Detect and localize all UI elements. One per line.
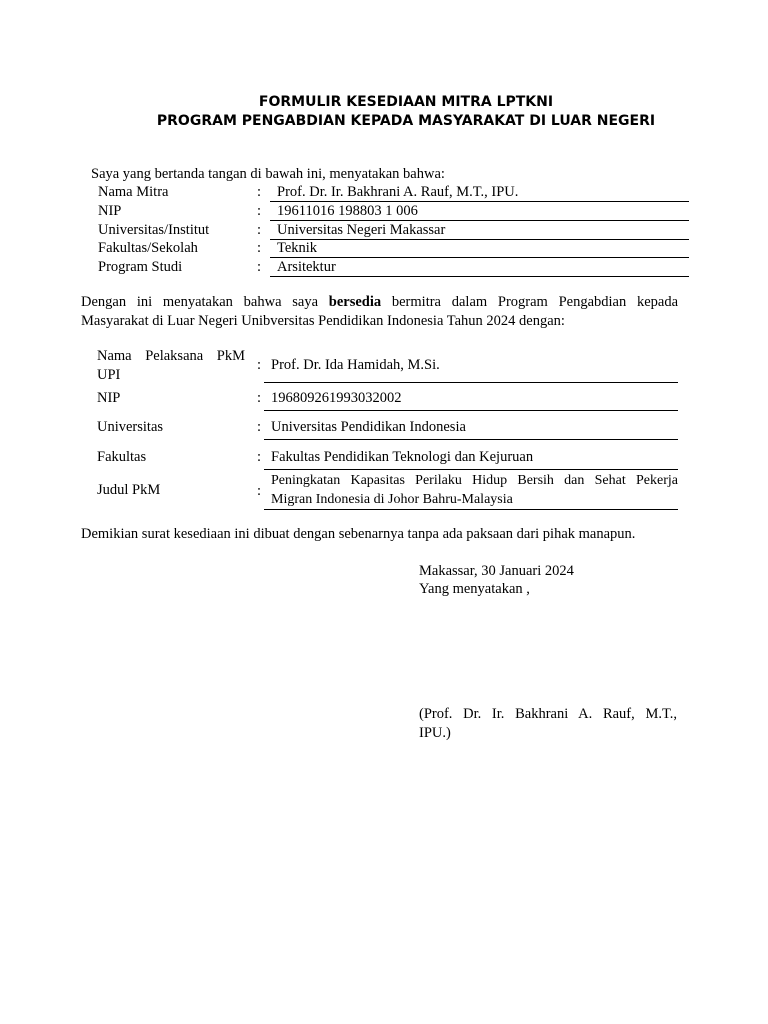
field-colon: :	[257, 357, 262, 373]
form-subtitle: PROGRAM PENGABDIAN KEPADA MASYARAKAT DI LUAR NEGERI	[156, 113, 656, 129]
field-value: Universitas Negeri Makassar	[270, 221, 689, 240]
mitra-row-universitas	[0, 221, 768, 240]
field-colon: :	[257, 203, 262, 219]
closing-text: Demikian surat kesediaan ini dibuat dengan sebenarnya tanpa ada paksaan dari pihak manapun.	[81, 526, 636, 542]
field-colon: :	[257, 419, 262, 435]
signatory-name: (Prof. Dr. Ir. Bakhrani A. Rauf, M.T., IPU.)	[419, 706, 677, 741]
field-label: NIP	[97, 390, 121, 406]
field-label: Program Studi	[98, 259, 183, 275]
bold-bersedia: bersedia	[328, 294, 382, 310]
field-label: Fakultas	[97, 449, 147, 465]
field-label: Nama Pelaksana PkM UPI	[97, 348, 245, 383]
field-colon: :	[257, 449, 262, 465]
field-colon: :	[257, 184, 262, 200]
field-value: Arsitektur	[270, 258, 689, 277]
field-colon: :	[257, 240, 262, 256]
field-colon: :	[257, 390, 262, 406]
mitra-row-prodi	[0, 258, 768, 277]
statement-paragraph: Dengan ini menyatakan bahwa saya bersedia bermitra dalam Program Pengabdian kepada Masyarakat di Luar Negeri Unibversitas Pendidikan Indonesia Tahun 2024 dengan:	[81, 294, 679, 329]
signature-statement: Yang menyatakan ,	[419, 581, 530, 597]
field-colon: :	[257, 222, 262, 238]
mitra-row-fakultas	[0, 239, 768, 258]
field-value: Prof. Dr. Ida Hamidah, M.Si.	[264, 356, 678, 383]
field-label: Universitas/Institut	[98, 222, 210, 238]
field-value: Prof. Dr. Ir. Bakhrani A. Rauf, M.T., IPU.	[270, 183, 689, 202]
field-value: 19611016 198803 1 006	[270, 202, 689, 221]
field-value: 196809261993032002	[264, 389, 678, 411]
field-value: Peningkatan Kapasitas Perilaku Hidup Bersih dan Sehat Pekerja Migran Indonesia di Johor Bahru-Malaysia	[264, 472, 678, 510]
field-label: Universitas	[97, 419, 164, 435]
field-label: Nama Mitra	[98, 184, 169, 200]
field-colon: :	[257, 483, 262, 499]
mitra-row-nama	[0, 183, 768, 202]
field-label: Judul PkM	[97, 482, 161, 498]
field-label: NIP	[98, 203, 122, 219]
field-value: Teknik	[270, 239, 689, 258]
field-label: Fakultas/Sekolah	[98, 240, 198, 256]
form-title: FORMULIR KESEDIAAN MITRA LPTKNI	[258, 94, 554, 110]
field-value: Universitas Pendidikan Indonesia	[264, 418, 678, 440]
field-colon: :	[257, 259, 262, 275]
intro-text: Saya yang bertanda tangan di bawah ini, menyatakan bahwa:	[91, 166, 445, 182]
mitra-row-nip	[0, 202, 768, 221]
place-date: Makassar, 30 Januari 2024	[419, 563, 574, 579]
field-value: Fakultas Pendidikan Teknologi dan Kejuruan	[264, 448, 678, 470]
